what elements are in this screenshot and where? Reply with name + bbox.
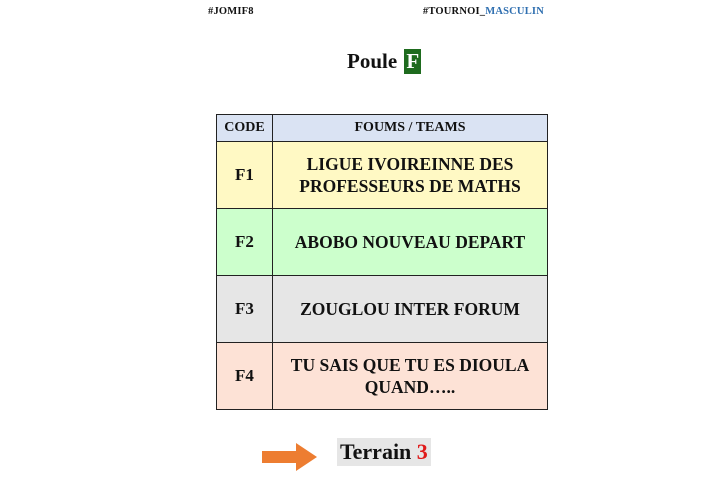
terrain-label — [337, 438, 431, 466]
team-name: TU SAIS QUE TU ES DIOULA QUAND….. — [273, 343, 548, 410]
terrain-text: Terrain — [340, 439, 412, 464]
right-arrow-icon — [262, 442, 318, 472]
team-name: LIGUE IVOIREINNE DES PROFESSEURS DE MATHS — [273, 142, 548, 209]
hashtag-tournoi — [423, 6, 544, 17]
poule-letter: F — [406, 49, 420, 73]
header-teams: FOUMS / TEAMS — [273, 115, 548, 142]
hashtag-tournoi-accent: MASCULIN — [485, 6, 544, 17]
table-row — [217, 276, 548, 343]
terrain-number: 3 — [416, 439, 428, 464]
table-row — [217, 142, 548, 209]
poule-title — [347, 49, 421, 74]
team-name: ZOUGLOU INTER FORUM — [273, 276, 548, 343]
table-row — [217, 209, 548, 276]
hashtag-jomif8: #JOMIF8 — [208, 6, 254, 17]
poule-label: Poule — [347, 49, 398, 73]
team-name: ABOBO NOUVEAU DEPART — [273, 209, 548, 276]
hashtag-tournoi-prefix: #TOURNOI_ — [422, 6, 486, 17]
table-header-row — [217, 115, 548, 142]
team-code: F4 — [217, 343, 273, 410]
team-code: F3 — [217, 276, 273, 343]
team-code: F1 — [217, 142, 273, 209]
teams-table — [216, 114, 548, 410]
header-code: CODE — [217, 115, 273, 142]
table-row — [217, 343, 548, 410]
team-code: F2 — [217, 209, 273, 276]
